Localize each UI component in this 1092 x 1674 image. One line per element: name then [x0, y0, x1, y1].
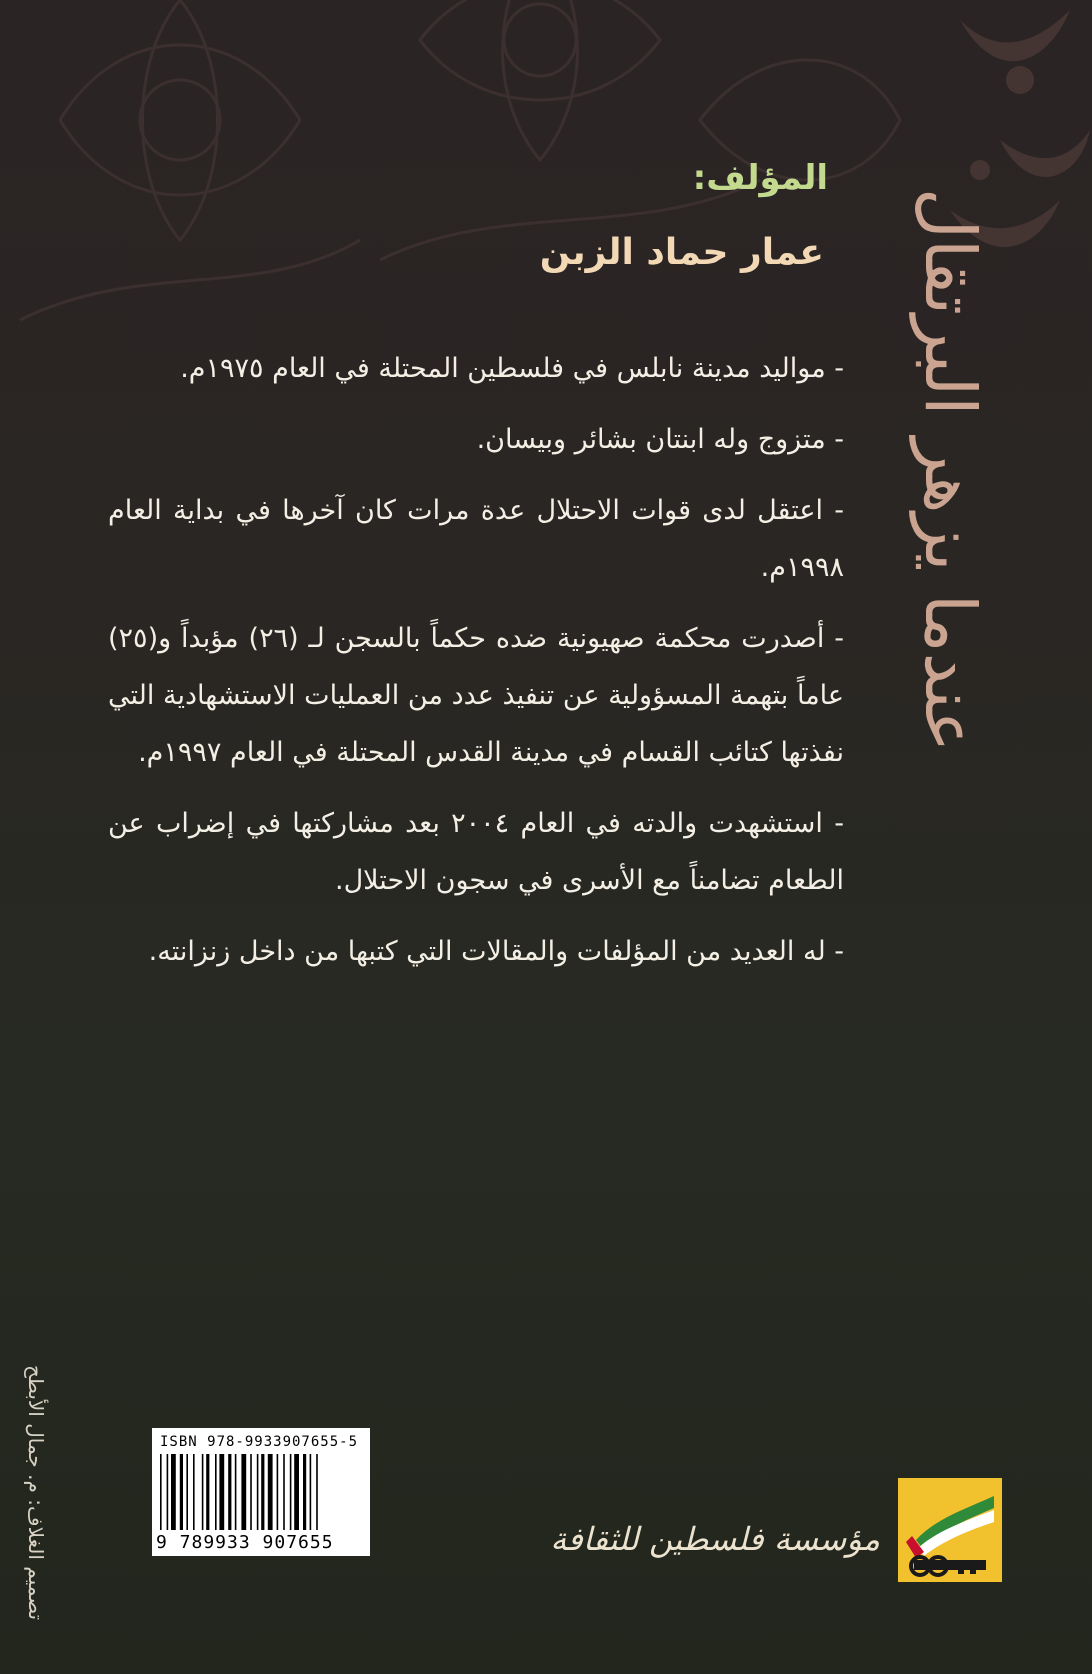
- barcode-icon: [158, 1454, 364, 1532]
- isbn-digits: 9 789933 907655: [156, 1532, 334, 1553]
- bio-item: - أصدرت محكمة صهيونية ضده حكماً بالسجن لـ (٢٦) مؤبداً و(٢٥) عاماً بتهمة المسؤولية عن تنفيذ عدد من العمليات الاستشهادية التي نفذتها كتائب القسام في مدينة القدس المحتلة في العام ١٩٩٧م.: [108, 623, 844, 768]
- bio-item: - اعتقل لدى قوات الاحتلال عدة مرات كان آخرها في بداية العام ١٩٩٨م.: [108, 495, 844, 583]
- isbn-label: ISBN 978-9933907655-5: [160, 1434, 359, 1450]
- bio-item: - متزوج وله ابنتان بشائر وبيسان.: [476, 424, 844, 455]
- book-title: عندما يزهر البرتقال: [909, 187, 991, 753]
- isbn-barcode: [152, 1428, 370, 1556]
- bio-item: - مواليد مدينة نابلس في فلسطين المحتلة في العام ١٩٧٥م.: [180, 353, 844, 384]
- author-label: المؤلف:: [692, 158, 828, 198]
- publisher-logo-icon: [898, 1478, 1002, 1582]
- cover-designer-credit: تصميم الغلاف: م. جمال الأبطح: [24, 1364, 48, 1620]
- author-biography: [108, 340, 844, 994]
- author-name: عمار حماد الزبن: [539, 232, 824, 273]
- publisher-name: مؤسسة فلسطين للثقافة: [550, 1520, 880, 1558]
- bio-item: - استشهدت والدته في العام ٢٠٠٤ بعد مشاركتها في إضراب عن الطعام تضامناً مع الأسرى في سجون الاحتلال.: [108, 808, 845, 896]
- bio-item: - له العديد من المؤلفات والمقالات التي كتبها من داخل زنزانته.: [148, 936, 844, 967]
